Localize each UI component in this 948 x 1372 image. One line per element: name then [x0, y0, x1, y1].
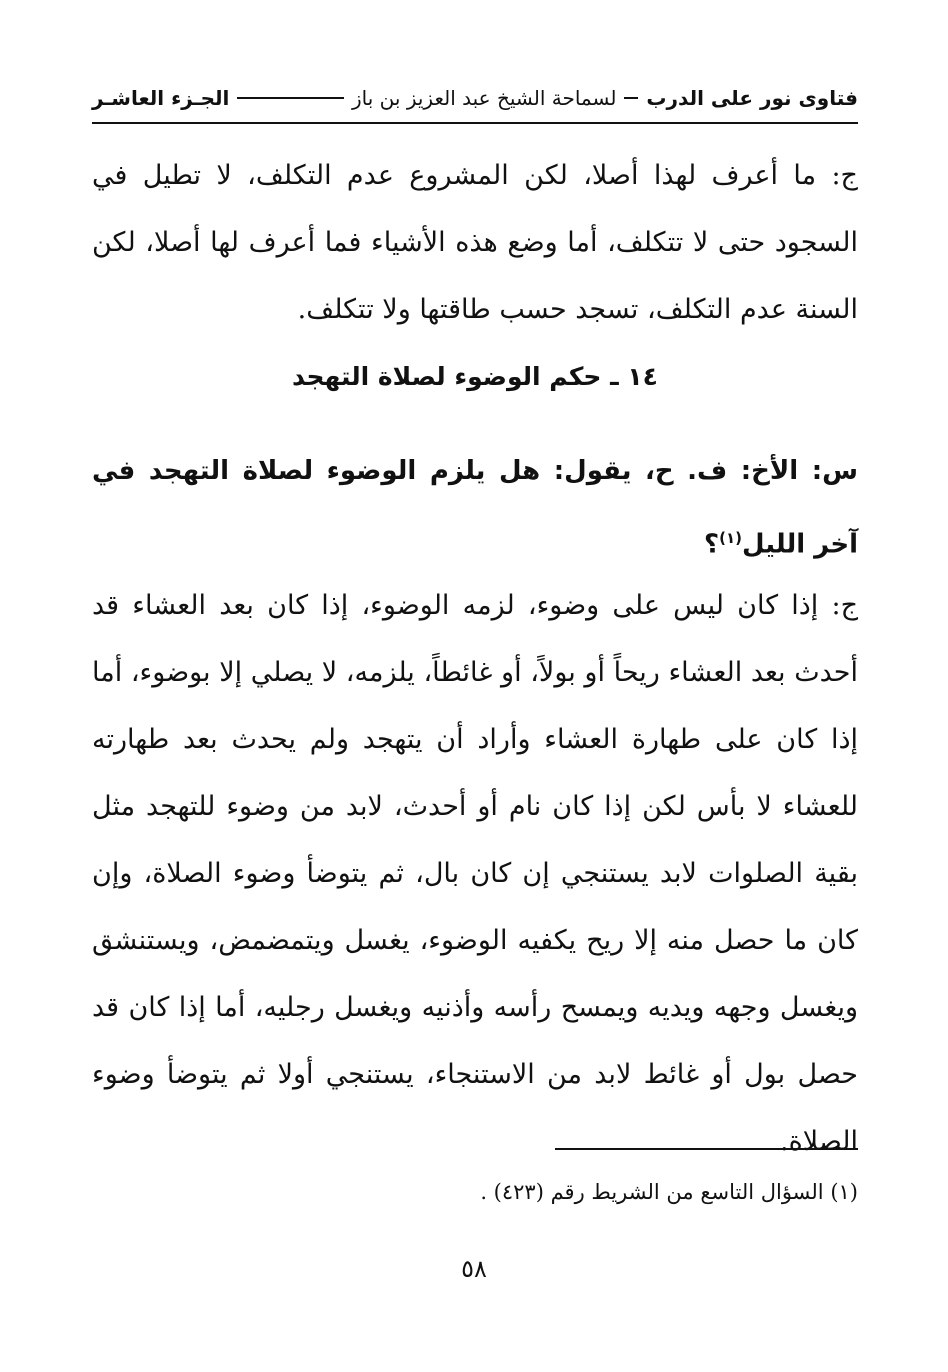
footnote: (١) السؤال التاسع من الشريط رقم (٤٢٣) .: [480, 1180, 858, 1204]
question-paragraph: [92, 438, 858, 579]
part-label: الجـزء العاشـر: [92, 86, 230, 110]
header-rule: [92, 122, 858, 124]
footnote-marker[interactable]: (١): [719, 529, 743, 547]
running-header: [92, 86, 858, 110]
answer-paragraph-1: ج: ما أعرف لهذا أصلا، لكن المشروع عدم التكلف، لا تطيل في السجود حتى لا تتكلف، أما وضع هذه الأشياء فما أعرف لها أصلا، لكن السنة عدم التكلف، تسجد حسب طاقتها ولا تتكلف.: [92, 160, 858, 325]
book-title: فتاوى نور على الدرب: [646, 86, 858, 110]
header-dash: [624, 97, 638, 99]
page-number: ٥٨: [461, 1255, 487, 1283]
footnote-rule: [555, 1148, 858, 1150]
question-text: س: الأخ: ف. ح، يقول: هل يلزم الوضوء لصلاة التهجد في آخر الليل: [92, 456, 858, 560]
header-line: [237, 97, 344, 99]
author-name: لسماحة الشيخ عبد العزيز بن باز: [352, 86, 617, 110]
answer-paragraph-2: ج: إذا كان ليس على وضوء، لزمه الوضوء، إذا كان بعد العشاء قد أحدث بعد العشاء ريحاً أو بولاً، أو غائطاً، يلزمه، لا يصلي إلا بوضوء، أما إذا كان على طهارة العشاء وأراد أن يتهجد ولم يحدث بعد طهارته للعشاء لا بأس لكن إذا كان نام أو أحدث، لابد من وضوء للتهجد مثل بقية الصلوات لابد يستنجي إن كان بال، ثم يتوضأ وضوء الصلاة، وإن كان ما حصل منه إلا ريح يكفيه الوضوء، يغسل ويتمضمض، ويستنشق ويغسل وجهه ويديه ويمسح رأسه وأذنيه ويغسل رجليه، أما إذا كان قد حصل بول أو غائط لابد من الاستنجاء، يستنجي أولا ثم يتوضأ وضوء الصلاة.: [92, 590, 858, 1157]
question-mark: ؟: [704, 529, 720, 560]
section-heading: ١٤ ـ حكم الوضوء لصلاة التهجد: [292, 362, 658, 391]
